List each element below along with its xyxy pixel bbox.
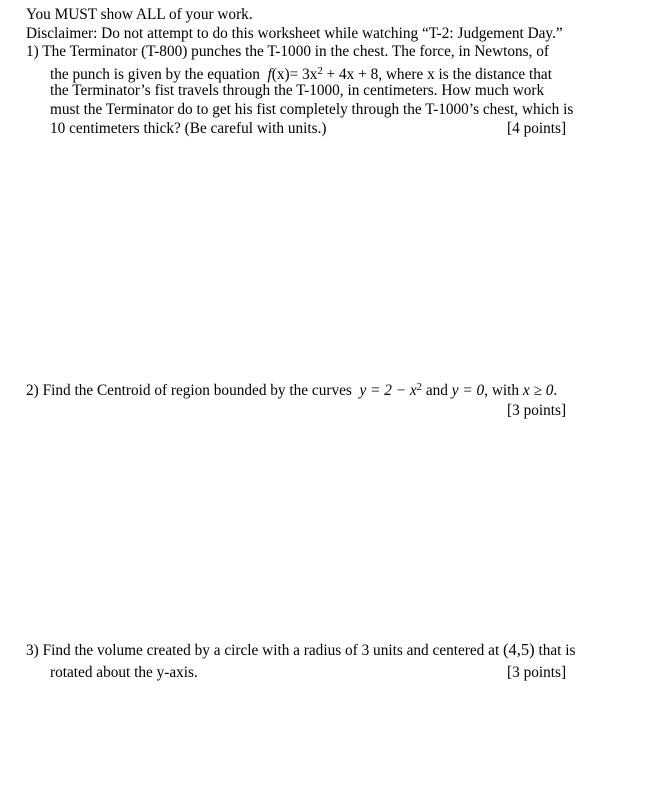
q2-line-1 [26,378,557,400]
q3-points: [3 points] [507,664,567,681]
q1-line-2-post: , where x is the distance that [378,65,552,83]
q1-line-2-pre: the punch is given by the equation [50,65,260,83]
eq-f: f [267,65,272,83]
q2-and: and [425,381,448,399]
q1-line-5: 10 centimeters thick? (Be careful with units.) [50,120,327,137]
q2-curve-2: y = 0 [451,381,485,399]
q2-condition: x ≥ 0 [522,381,554,399]
eq-paren: (x) [271,65,290,83]
q2-curve-1 [360,382,423,399]
disclaimer-text: Disclaimer: Do not attempt to do this worksheet while watching “T-2: Judgement Day.” [26,25,563,42]
q2-eq1-exponent: 2 [416,381,423,393]
q1-line-1: 1) The Terminator (T-800) punches the T-1000 in the chest. The force, in Newtons, of [26,43,550,60]
eq-tail: + 4x + 8 [322,65,379,83]
q3-text-end: that is [538,642,576,659]
instruction-text: You MUST show ALL of your work. [26,6,253,23]
q3-line-2: rotated about the y-axis. [50,664,198,681]
q3-line-1 [26,640,575,660]
q2-eq1: y = 2 − x [359,381,417,399]
q1-line-4: must the Terminator do to get his fist completely through the T-1000’s chest, which is [50,101,574,118]
q2-with: , with [484,381,520,399]
q2-text: 2) Find the Centroid of region bounded by the curves [26,381,352,399]
eq-exponent: 2 [317,65,323,77]
q1-points: [4 points] [507,120,567,137]
q2-period: . [553,381,558,399]
eq-mid: = 3x [289,65,318,83]
q3-text: 3) Find the volume created by a circle with a radius of 3 units and centered at [26,642,500,659]
q2-points: [3 points] [507,402,567,419]
q1-line-3: the Terminator’s fist travels through the T-1000, in centimeters. How much work [50,82,545,99]
q3-center: (4,5) [503,640,535,659]
